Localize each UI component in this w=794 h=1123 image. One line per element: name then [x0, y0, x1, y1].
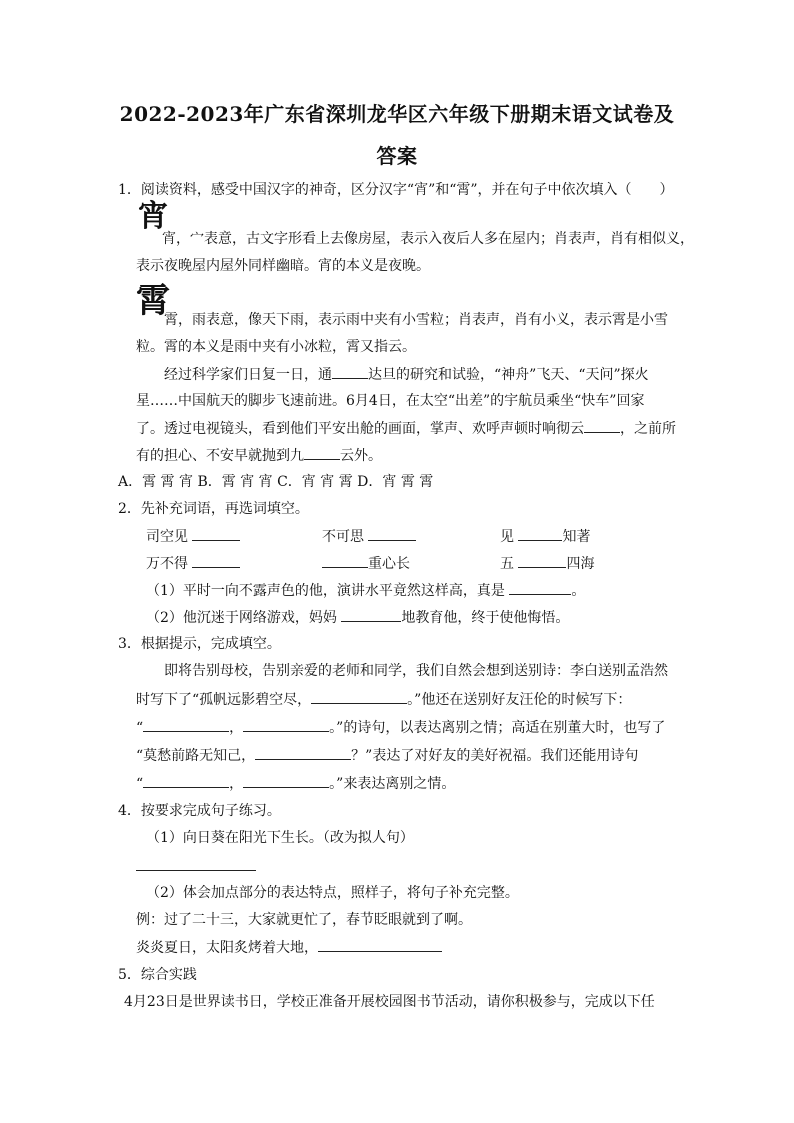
q4-fill-line: [136, 937, 442, 958]
q2-word-6-text-b: 四海: [566, 556, 595, 572]
q1-passage-3b: ，之前所: [620, 421, 676, 437]
q2-sentence-2-blank[interactable]: [341, 607, 401, 622]
q2-word-5-blank[interactable]: [322, 553, 368, 568]
q2-word-1: [146, 526, 240, 547]
q3-line-5-c: 。”来表达离别之情。: [329, 776, 456, 792]
q5-stem: 5．综合实践: [118, 967, 197, 983]
q1-xiao-def-line-1: 宵，宀表意，古文字形看上去像房屋，表示入夜后人多在屋内；肖表声，肖有相似义，: [162, 231, 694, 247]
q3-blank-6[interactable]: [243, 773, 329, 788]
ancient-xiao-sky-glyph-icon: 霄: [136, 281, 170, 321]
document-title-line-2: 答案: [376, 144, 418, 168]
q2-word-6: [500, 553, 594, 574]
q2-sentence-1-blank[interactable]: [509, 580, 571, 595]
q4-answer-line-1: [136, 856, 256, 877]
q3-line-4-b: ？”表达了对好友的美好祝福。我们还能用诗句: [351, 748, 639, 764]
q3-line-2-a: 时写下了“孤帆远影碧空尽，: [136, 692, 312, 708]
q2-stem: 2．先补充词语，再选词填空。: [118, 501, 309, 517]
q2-word-4-text: 万不得: [146, 556, 188, 572]
q2-word-6-text-a: 五: [500, 556, 514, 572]
q4-fill-text: 炎炎夏日，太阳炙烤着大地，: [136, 940, 318, 956]
q2-word-3: [500, 526, 590, 547]
q2-word-4-blank[interactable]: [192, 553, 240, 568]
q1-passage-3a: 了。透过电视镜头，看到他们平安出舱的画面，掌声、欢呼声顿时响彻云: [136, 421, 584, 437]
q2-sentence-1-b: 。: [571, 583, 586, 599]
q1-blank-1[interactable]: [332, 364, 368, 379]
q3-line-2-b: 。”他还在送别好友汪伦的时候写下：: [407, 692, 632, 708]
q4-example: 例：过了二十三，大家就更忙了，春节眨眼就到了啊。: [136, 912, 472, 928]
ancient-xiao-glyph-icon: 宵: [138, 199, 168, 234]
q2-sentence-2: [146, 607, 569, 628]
q2-sentence-1-a: （1）平时一向不露声色的他，演讲水平竟然这样高，真是: [146, 583, 505, 599]
q4-sentence-2: （2）体会加点部分的表达特点，照样子，将句子补充完整。: [146, 885, 519, 901]
q3-line-3-a: “: [136, 720, 144, 736]
q5-line-1: 4月23日是世界读书日，学校正准备开展校园图书节活动，请你积极参与，完成以下任: [124, 994, 655, 1010]
q2-word-5: [322, 553, 410, 574]
q3-line-5-b: ，: [229, 776, 244, 792]
q2-word-4: [146, 553, 240, 574]
q3-blank-4[interactable]: [255, 745, 351, 760]
q1-passage-4b: 云外。: [340, 448, 382, 464]
q1-blank-2[interactable]: [584, 418, 620, 433]
q3-line-3-b: ，: [229, 720, 244, 736]
q1-xiao-sky-def-line-2: 粒。霄的本义是雨中夹有小冰粒，霄又指云。: [136, 339, 416, 355]
q1-xiao-def-line-2: 表示夜晚屋内屋外同样幽暗。宵的本义是夜晚。: [136, 258, 430, 274]
q3-blank-3[interactable]: [243, 717, 329, 732]
q3-line-4: [136, 745, 638, 766]
q3-blank-1[interactable]: [311, 689, 407, 704]
q1-options: A．霄 霄 宵 B．霄 宵 宵 C．宵 宵 霄 D．宵 霄 霄: [118, 474, 434, 490]
q1-passage-line-2: 星……中国航天的脚步飞速前进。6月4日，在太空“出差”的宇航员乘坐“快车”回家: [136, 393, 645, 409]
q3-line-1: 即将告别母校，告别亲爱的老师和同学，我们自然会想到送别诗：李白送别孟浩然: [164, 663, 668, 679]
q1-stem: 1．阅读资料，感受中国汉字的神奇，区分汉字“宵”和“霄”，并在句子中依次填入（ ）: [118, 182, 674, 198]
q2-sentence-2-b: 地教育他，终于使他悔悟。: [401, 610, 570, 626]
q1-passage-1b: 达旦的研究和试验，“神舟”飞天、“天问”探火: [368, 367, 649, 383]
q3-line-5-a: “: [136, 776, 144, 792]
q2-word-5-text: 重心长: [368, 556, 410, 572]
q3-blank-5[interactable]: [143, 773, 229, 788]
q2-word-3-blank[interactable]: [518, 526, 562, 541]
q3-line-5: [136, 773, 455, 794]
q1-passage-1a: 经过科学家们日复一日，通: [164, 367, 332, 383]
q2-word-3-text-a: 见: [500, 529, 514, 545]
q3-stem: 3．根据提示，完成填空。: [118, 636, 281, 652]
q2-word-3-text-b: 知著: [562, 529, 591, 545]
q3-line-3-c: 。”的诗句，以表达离别之情；高适在别董大时，也写了: [329, 720, 666, 736]
q2-sentence-1: [146, 580, 585, 601]
q2-word-1-blank[interactable]: [192, 526, 240, 541]
q2-word-2: [322, 526, 416, 547]
q1-xiao-sky-def-line-1: 霄，雨表意，像天下雨，表示雨中夹有小雪粒；肖表声，肖有小义，表示霄是小雪: [164, 312, 668, 328]
q1-passage-line-1: [164, 364, 649, 385]
q4-answer-blank-2[interactable]: [318, 937, 442, 952]
document-title-line-1: 2022-2023年广东省深圳龙华区六年级下册期末语文试卷及: [119, 102, 675, 126]
q2-sentence-2-a: （2）他沉迷于网络游戏，妈妈: [146, 610, 337, 626]
q4-sentence-1: （1）向日葵在阳光下生长。（改为拟人句）: [146, 830, 414, 846]
q4-answer-blank-1[interactable]: [136, 856, 256, 871]
q2-word-1-text: 司空见: [146, 529, 188, 545]
q4-stem: 4．按要求完成句子练习。: [118, 803, 281, 819]
q1-blank-3[interactable]: [304, 445, 340, 460]
q3-blank-2[interactable]: [143, 717, 229, 732]
q3-line-3: [136, 717, 665, 738]
q2-word-2-text: 不可思: [322, 529, 364, 545]
q3-line-2: [136, 689, 631, 710]
q1-passage-line-4: [136, 445, 382, 466]
q3-line-4-a: “莫愁前路无知己，: [136, 748, 256, 764]
q2-word-2-blank[interactable]: [368, 526, 416, 541]
q1-passage-line-3: [136, 418, 676, 439]
q2-word-6-blank[interactable]: [518, 553, 566, 568]
q1-passage-4a: 有的担心、不安早就抛到九: [136, 448, 304, 464]
